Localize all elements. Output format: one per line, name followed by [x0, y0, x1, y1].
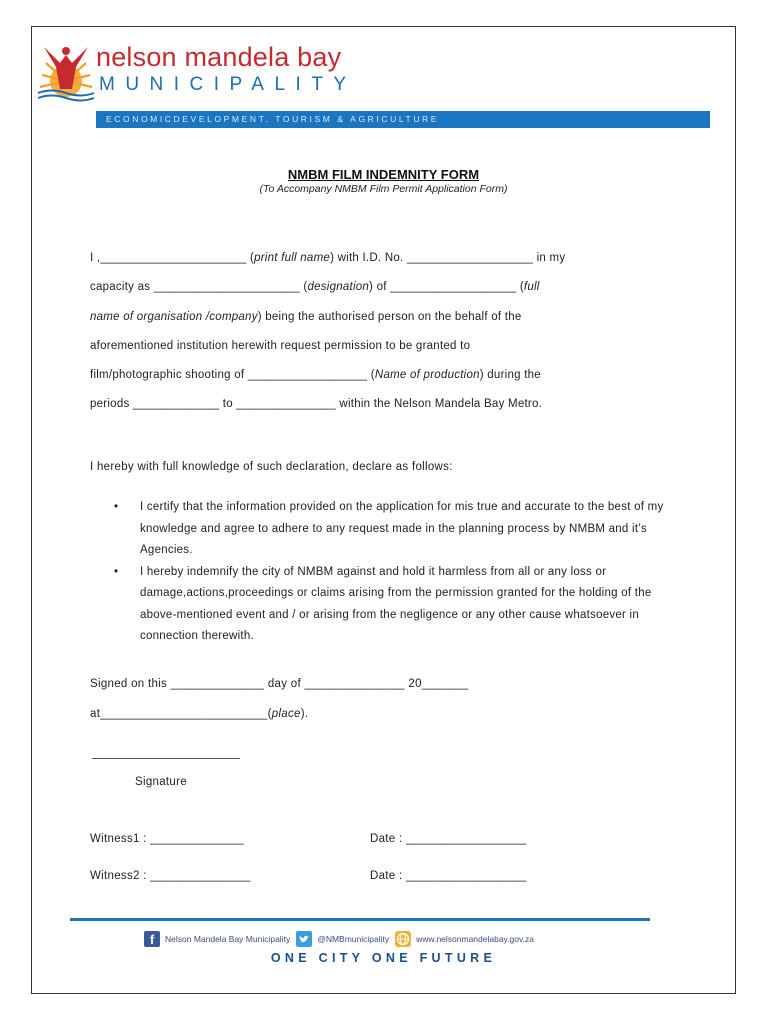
date1-field: Date : __________________ — [370, 833, 527, 845]
department-banner — [96, 111, 710, 128]
signature-line — [92, 758, 240, 759]
paragraph-line: aforementioned institution herewith request permission to be granted to — [90, 339, 471, 352]
department-label: ECONOMICDEVELOPMENT. TOURISM & AGRICULTURE — [106, 114, 440, 124]
witness2-field: Witness2 : _______________ — [90, 870, 251, 882]
globe-icon — [395, 931, 411, 947]
bullet-icon: • — [114, 565, 119, 578]
list-item — [114, 562, 674, 648]
signed-on-line: Signed on this ______________ day of _______________ 20_______ — [90, 678, 469, 690]
place-line: at_________________________(place). — [90, 708, 309, 720]
document-page — [31, 26, 736, 994]
signature-label: Signature — [135, 776, 187, 788]
witness1-field: Witness1 : ______________ — [90, 833, 244, 845]
brand-subtitle: MUNICIPALITY — [99, 74, 357, 95]
list-item-text: I hereby indemnify the city of NMBM against and hold it harmless from all or any loss or damage,actions,proceedings or claims arising from the permission granted for the holding of the above-mentioned event and / or arising from the negligence or any other cause whatsoever in connection therewith. — [140, 565, 652, 642]
bullet-icon: • — [114, 501, 119, 513]
brand-name: nelson mandela bay — [96, 42, 342, 72]
declaration-list — [114, 497, 674, 648]
list-item — [114, 497, 674, 562]
form-title: NMBM FILM INDEMNITY FORM — [287, 167, 480, 182]
footer-contacts — [144, 929, 540, 949]
paragraph-line: name of organisation /company) being the authorised person on the behalf of the — [90, 310, 522, 323]
paragraph-line: I ,______________________ (print full name) with I.D. No. ___________________ in my — [90, 252, 566, 264]
paragraph-line: periods _____________ to _______________ within the Nelson Mandela Bay Metro. — [90, 398, 543, 411]
website-link[interactable]: www.nelsonmandelabay.gov.za — [416, 934, 534, 944]
declaration-intro: I hereby with full knowledge of such declaration, declare as follows: — [90, 461, 453, 473]
footer-tagline: ONE CITY ONE FUTURE — [270, 951, 497, 965]
form-subtitle: (To Accompany NMBM Film Permit Application Form) — [259, 183, 508, 195]
facebook-icon: f — [144, 931, 160, 947]
list-item-text: I certify that the information provided on the application for mis true and accurate to the best of my knowledge and agree to adhere to any request made in the planning process by NMBM and it’s Agencies. — [140, 501, 664, 556]
request-paragraph — [90, 244, 670, 420]
footer-divider — [70, 918, 650, 921]
twitter-link[interactable]: @NMBmunicipality — [317, 934, 390, 944]
municipality-logo-icon — [36, 41, 96, 103]
paragraph-line: film/photographic shooting of __________________ (Name of production) during the — [90, 369, 541, 382]
facebook-link[interactable]: Nelson Mandela Bay Municipality — [165, 934, 291, 944]
paragraph-line: capacity as ______________________ (designation) of ___________________ (full — [90, 281, 540, 294]
twitter-icon — [296, 931, 312, 947]
date2-field: Date : __________________ — [370, 870, 527, 882]
